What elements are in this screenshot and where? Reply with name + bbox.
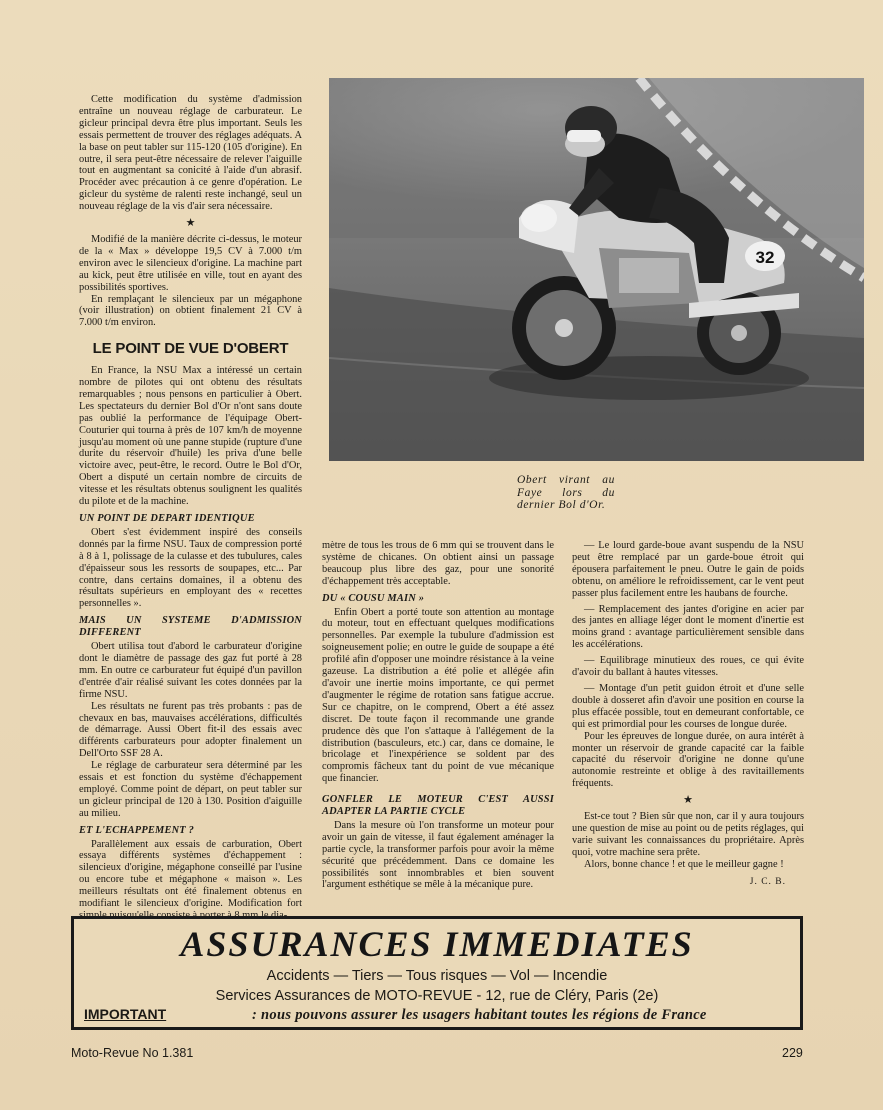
star-separator: ★ — [185, 217, 196, 230]
subheading: ET L'ECHAPPEMENT ? — [79, 824, 195, 836]
ad-address-line: Services Assurances de MOTO-REVUE - 12, rue de Cléry, Paris (2e) — [215, 988, 659, 1004]
section-heading: LE POINT DE VUE D'OBERT — [92, 340, 289, 358]
paragraph: Obert utilisa tout d'abord le carburateur d'origine dont le diamètre de passage des gaz fut porté à 28 mm. En outre ce carburateur fut équipé d'un pavillon d'entrée d'air réalisé suivant les cotes données par la firme NSU. — [79, 641, 302, 700]
subheading: UN POINT DE DEPART IDENTIQUE — [79, 513, 255, 524]
insurance-advertisement — [71, 916, 803, 1030]
paragraph: En France, la NSU Max a intéressé un certain nombre de pilotes qui ont obtenu des résultats remarquables ; nous pensons en particulier à Obert. Les spectateurs du dernier Bol d'Or n'ont sans doute pas oublié la performance de l'équipage Obert-Couturier qui tourna à près de 107 km/h de moyenne jusqu'au moment où une panne stupide (rupture d'une durite du réservoir d'huile) les priva d'une belle victoire avec, peut-être, le record. Outre le Bol d'Or, Obert a disputé un certain nombre de circuits de vitesse et les résultats obtenus soulignent les qualités du pilote et de la machine. — [79, 365, 302, 508]
ad-title: ASSURANCES IMMEDIATES — [180, 924, 694, 964]
paragraph: Le réglage de carburateur sera déterminé par les essais et est fonction du système d'échappement employé. Comme point de départ, on peut tabler sur un gicleur principal de 120 à 130. Position d'aiguille au milieu. — [79, 760, 302, 819]
subheading: DU « COUSU MAIN » — [322, 592, 425, 604]
paragraph: — Equilibrage minutieux des roues, ce qui évite d'avoir du ballant à hautes vitesses. — [572, 655, 804, 679]
paragraph: Cette modification du système d'admission entraîne un nouveau réglage de carburateur. Le gicleur principal devra être plus important. Seuls les essais permettent de trouver des réglages adéquats. A la base on peut tabler sur 115-120 (105 d'origine). En outre, il sera peut-être nécessaire de relever l'aiguille tout en augmentant sa conicité à l'aide d'un abrasif. Procéder avec précaution à ce genre d'opération. Le gicleur du système de ralenti reste inchangé, seul un nouveau réglage de la vis d'air sera nécessaire. — [79, 94, 302, 213]
paragraph: — Remplacement des jantes d'origine en acier par des jantes en alliage léger dont le moment d'inertie est moins grand : avantage particulièrement sensible dans les accélérations. — [572, 603, 804, 651]
paragraph: — Montage d'un petit guidon étroit et d'une selle double à dosseret afin d'avoir une position en course la plus effacée possible, tout en demeurant confortable, ce qui est primordial pour les courses de longue durée. — [572, 682, 804, 730]
paragraph: Alors, bonne chance ! et que le meilleur gagne ! — [584, 858, 784, 870]
publication-footer: Moto-Revue No 1.381 — [71, 1046, 194, 1060]
motorcycle-racer-image — [329, 78, 864, 461]
paragraph: Pour les épreuves de longue durée, on aura intérêt à monter un réservoir de grande capacité car la faible capacité du réservoir d'origine ne donne qu'une autonomie restreinte et oblige à des ravitaillements fréquents. — [572, 730, 804, 790]
author-signature: J. C. B. — [749, 876, 786, 887]
page-number: 229 — [782, 1046, 803, 1060]
column-left — [79, 94, 302, 922]
photo-caption: Obert virant au Faye lors du dernier Bol d'Or. — [517, 474, 615, 511]
race-photo — [329, 78, 864, 461]
ad-important-label: IMPORTANT — [84, 1006, 167, 1022]
star-separator: ★ — [683, 794, 693, 807]
paragraph: Parallèlement aux essais de carburation, Obert essaya différents systèmes d'échappement : silencieux d'origine, mégaphone conseillé par l'usine ou encore tube et mégaphone « maison ». Les meilleurs résultats ont été finalement obtenus en modifiant le silencieux d'origine. Modification fort — [79, 838, 302, 910]
paragraph: — Le lourd garde-boue avant suspendu de la NSU peut être remplacé par un garde-boue étroit qui épousera parfaitement le pneu. Outre le gain de poids obtenu, on améliore le refroidissement, car le vent peut passer plus facilement entre les haubans de fourche. — [572, 540, 804, 599]
paragraph: Enfin Obert a porté toute son attention au montage du moteur, tout en effectuant quelques modifications personnelles. Par exemple la tubulure d'admission est soigneusement polie; en outre le guide de soupape a été profilé afin d'opposer une moindre résistance à la veine gazeuse. La distribution a été polie et allégée afin d'avoir une inertie moins importante, ce qui permet d'augmenter le régime de rotation sans fatigue accrue. Sur ce chapitre, on le comprend, Obert a été assez discret. De toute façon il recommande une grande prudence dès que l'on s'attaque à l'allégement de la distribution (basculeurs, etc.) car, dans ce domaine, le bricolage et l'inexpérience se soldent par des compromis fâcheux tant du point de vue mécanique que financier. — [322, 606, 554, 785]
paragraph: Est-ce tout ? Bien sûr que non, car il y aura toujours une question de mise au point ou de petits réglages, qui varie suivant les connaissances du propriétaire. Après quoi, votre machine sera prête. — [572, 811, 804, 858]
paragraph: Modifié de la manière décrite ci-dessus, le moteur de la « Max » développe 19,5 CV à 7.000 t/m environ avec le silencieux d'origine. La machine part au kick, peut être utilisée en ville, tout en ayant des possibilités sportives. — [79, 233, 302, 293]
subheading: GONFLER LE MOTEUR C'EST AUSSI ADAPTER LA PARTIE CYCLE — [322, 794, 554, 818]
paragraph: Les résultats ne furent pas très probants : pas de chevaux en bas, mauvaises accélérations, difficultés de démarrage. Aussi Obert fit-il des essais avec différents carburateurs pour adopter finalement un Dell'Orto SSF 28 A. — [79, 700, 302, 760]
race-number: 32 — [755, 248, 775, 267]
paragraph: En remplaçant le silencieux par un mégaphone (voir illustration) on obtient finalement 21 CV à 7.000 t/m environ. — [79, 293, 302, 329]
subheading: MAIS UN SYSTEME D'ADMISSION DIFFERENT — [79, 615, 302, 639]
column-middle — [322, 540, 554, 891]
paragraph: Dans la mesure où l'on transforme un moteur pour avoir un gain de vitesse, il faut également aménager la partie cycle, la transformer parfois pour avoir la même sécurité que précédemment. Dans ce domaine les possibilités sont innombrables et bien souvent l'argument esthétique se mêle à la mécanique pure. — [322, 819, 554, 891]
paragraph: Obert s'est évidemment inspiré des conseils donnés par la firme NSU. Taux de compression porté à 8 à 1, polissage de la culasse et des tubulures, cales d'épaisseur sous les ressorts de soupapes, etc... Par contre, dans certains domaines, il a obtenu des résultats supérieurs en employant des « recettes personnelles ». — [79, 526, 302, 610]
paragraph: mètre de tous les trous de 6 mm qui se trouvent dans le système de chicanes. On obtient ainsi un passage beaucoup plus libre des gaz, pour une sonorité d'échappement très acceptable. — [322, 540, 554, 587]
column-right — [572, 540, 804, 888]
ad-coverage-line: Accidents — Tiers — Tous risques — Vol — Incendie — [266, 968, 608, 984]
ad-important-text: : nous pouvons assurer les usagers habitant toutes les régions de France — [252, 1007, 707, 1023]
